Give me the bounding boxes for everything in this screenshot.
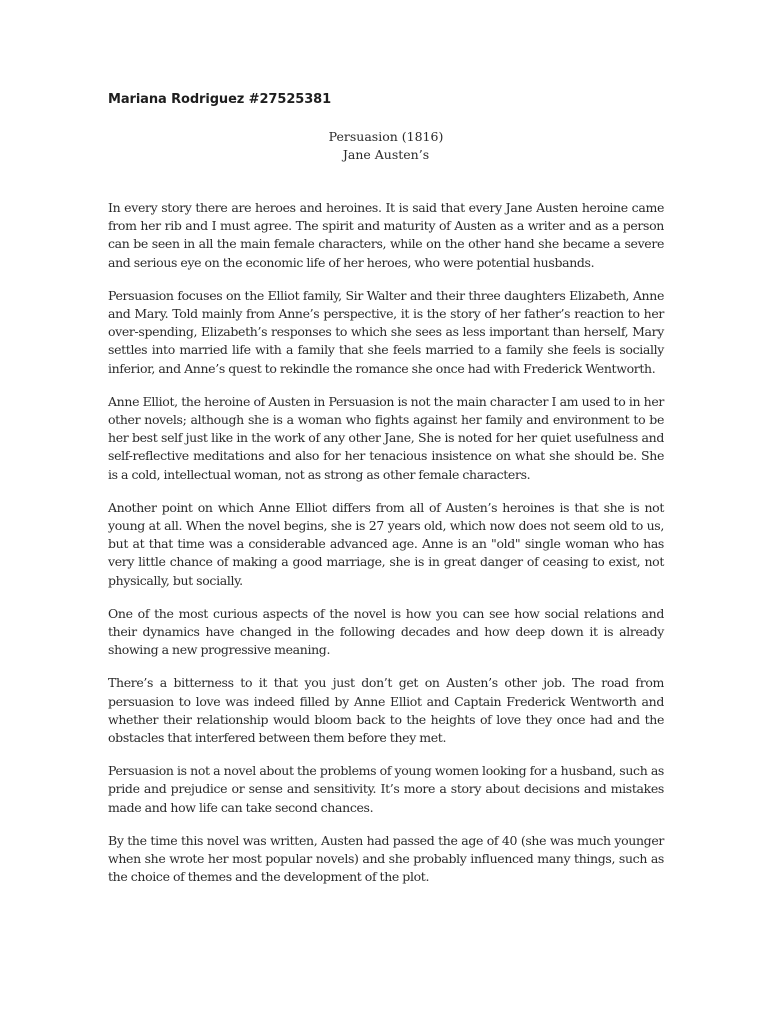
author-name-and-id: Mariana Rodriguez #27525381 [108,92,332,107]
work-title: Persuasion (1816) [328,129,444,144]
paragraph-1: In every story there are heroes and heroines. It is said that every Jane Austen heroine came from her rib and I must agree. The spirit and maturity of Austen as a writer and as a person can be seen in all the main female characters, while on the other hand she became a severe and serious eye on the economic life of her heroes, who were potential husbands. [108,200,664,270]
paragraph-6: There’s a bitterness to it that you just don’t get on Austen’s other job. The road from persuasion to love was indeed filled by Anne Elliot and Captain Frederick Wentworth and whether their relationship would bloom back to the heights of love they once had and the obstacles that interfered between them before they met. [108,675,664,746]
paragraph-8: By the time this novel was written, Austen had passed the age of 40 (she was much younger when she wrote her most popular novels) and she probably influenced many things, such as the choice of themes and the development of the plot. [108,832,664,885]
work-author: Jane Austen’s [342,146,430,162]
paragraph-5: One of the most curious aspects of the novel is how you can see how social relations and their dynamics have changed in the following decades and how deep down it is already showing a new progressive meaning. [108,605,664,658]
paragraph-2: Persuasion focuses on the Elliot family, Sir Walter and their three daughters Elizabeth, Anne and Mary. Told mainly from Anne’s perspective, it is the story of her father’s reaction to her over-spending, Elizabeth’s responses to which she sees as less important than herself, Mary settles into married life with a family that she feels married to a family she feels is socially inferior, and Anne’s quest to rekindle the romance she once had with Frederick Wentworth. [108,287,664,376]
paragraph-7: Persuasion is not a novel about the problems of young women looking for a husband, such as pride and prejudice or sense and sensitivity. It’s more a story about decisions and mistakes made and how life can take second chances. [108,763,664,815]
essay-body [108,199,664,902]
title-block [108,128,664,163]
paragraph-3: Anne Elliot, the heroine of Austen in Persuasion is not the main character I am used to in her other novels; although she is a woman who fights against her family and environment to be her best self just like in the work of any other Jane, She is noted for her quiet usefulness and self-reflective meditations and also for her tenacious insistence on what she should be. She is a cold, intellectual woman, not as strong as other female characters. [108,393,664,482]
paragraph-4: Another point on which Anne Elliot differs from all of Austen’s heroines is that she is not young at all. When the novel begins, she is 27 years old, which now does not seem old to us, but at that time was a considerable advanced age. Anne is an "old" single woman who has very little chance of making a good marriage, she is in great danger of ceasing to exist, not physically, but socially. [108,499,664,588]
